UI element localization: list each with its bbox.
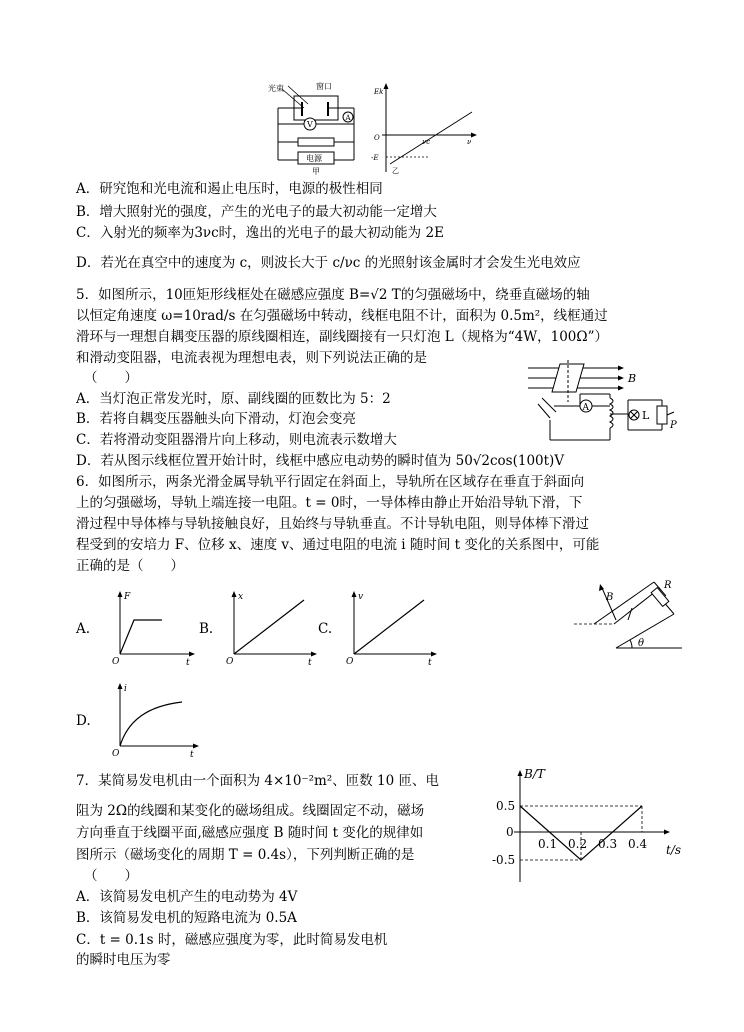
q6-stem-line: 上的匀强磁场，导轨上端连接一电阻。t = 0时，一导体棒由静止开始沿导轨下滑，下 xyxy=(76,495,583,511)
q7-bt-graph xyxy=(492,762,688,886)
q7-xlabel: t/s xyxy=(666,843,682,857)
q7-option-c-continued: 的瞬时电压为零 xyxy=(76,952,171,968)
q4-nuc-label: νc xyxy=(422,138,431,146)
q5-transformer-figure xyxy=(524,360,684,460)
q6-theta-label: θ xyxy=(638,638,645,649)
q5-option-c: C．若将滑动变阻器滑片向上移动，则电流表示数增大 xyxy=(76,432,397,448)
q5-option-d: D．若从图示线框位置开始计时，线框中感应电动势的瞬时值为 50√2cos(100t)V xyxy=(76,453,565,469)
q7-xtick: 0.3 xyxy=(598,837,618,851)
q4-negE-label: -E xyxy=(371,154,379,162)
q7-ytick: -0.5 xyxy=(492,853,516,867)
q6-R-label: R xyxy=(664,580,672,591)
q6-stem-line: 程受到的安培力 F、位移 x、速度 v、通过电阻的电流 i 随时间 t 变化的关系图中，可能 xyxy=(76,537,600,553)
q6-graph-c xyxy=(342,588,438,666)
q7-answer-bracket: （ ） xyxy=(84,868,138,884)
q7-xtick: 0.1 xyxy=(538,837,558,851)
q5-answer-bracket: （ ） xyxy=(84,370,138,386)
q4-circuit-figure xyxy=(268,80,372,176)
q7-xtick: 0.4 xyxy=(628,837,648,851)
q5-stem-line: 以恒定角速度 ω=10rad/s 在匀强磁场中转动，线框电阻不计，面积为 0.5m²，线框通过 xyxy=(76,308,608,324)
q7-option-a: A．该简易发电机产生的电动势为 4V xyxy=(76,889,298,905)
q6-choice-b-letter: B. xyxy=(199,621,214,637)
q4-label-jia: 甲 xyxy=(312,167,320,176)
q5-lamp-label: L xyxy=(642,409,650,422)
q4-power-label: 电源 xyxy=(306,154,322,163)
q6-B-label: B xyxy=(606,592,614,603)
q5-option-a: A．当灯泡正常发光时，原、副线圈的匝数比为 5：2 xyxy=(76,391,391,407)
q6-incline-figure xyxy=(570,580,690,652)
q7-ytick: 0 xyxy=(506,825,514,839)
q7-ylabel: B/T xyxy=(524,767,545,781)
q6-choice-d-letter: D. xyxy=(76,713,91,729)
q4-ammeter-label: A xyxy=(345,114,351,122)
q6-c-t-label: t xyxy=(428,658,432,666)
q7-option-c: C．t = 0.1s 时，磁感应强度为零，此时简易发电机 xyxy=(76,932,388,948)
q5-P-label: P xyxy=(670,420,677,431)
q6-d-t-label: t xyxy=(190,750,194,758)
q4-label-yi: 乙 xyxy=(392,167,399,175)
q4-nu-label: ν xyxy=(467,138,472,146)
q6-a-origin: O xyxy=(112,657,120,666)
q6-d-axis-label: i xyxy=(124,684,127,694)
q6-b-origin: O xyxy=(226,657,234,666)
q6-a-t-label: t xyxy=(186,658,190,666)
q7-option-b: B．该简易发电机的短路电流为 0.5A xyxy=(76,910,297,926)
q6-graph-b xyxy=(222,588,318,666)
q7-xtick: 0.2 xyxy=(568,837,588,851)
q4-energy-graph xyxy=(370,80,480,176)
q5-stem-line: 滑环与一理想自耦变压器的原线圈相连，副线圈接有一只灯泡 L（规格为“4W，100Ω”） xyxy=(76,329,608,345)
q5-B-label: B xyxy=(628,372,637,385)
q4-voltmeter-label: V xyxy=(307,120,313,129)
q4-option-c: C．入射光的频率为3νc时，逸出的光电子的最大初动能为 2E xyxy=(76,225,444,241)
q6-graph-d xyxy=(108,680,200,758)
q4-label-window: 窗口 xyxy=(316,82,332,91)
q5-stem-line: 和滑动变阻器，电流表视为理想电表，则下列说法正确的是 xyxy=(76,350,427,366)
q6-c-axis-label: v xyxy=(358,592,364,602)
q6-c-origin: O xyxy=(346,657,354,666)
q6-b-t-label: t xyxy=(308,658,312,666)
q6-a-axis-label: F xyxy=(124,592,131,602)
q7-stem-line: 方向垂直于线圈平面,磁感应强度 B 随时间 t 变化的规律如 xyxy=(76,825,424,841)
q6-b-axis-label: x xyxy=(238,592,244,602)
q5-option-b: B．若将自耦变压器触头向下滑动，灯泡会变亮 xyxy=(76,411,356,427)
q4-label-beam: 光束 xyxy=(268,84,284,93)
q6-stem-line: 6．如图所示，两条光滑金属导轨平行固定在斜面上，导轨所在区域存在垂直于斜面向 xyxy=(76,474,585,490)
q7-stem-line: 7．某简易发电机由一个面积为 4×10⁻²m²、匝数 10 匝、电 xyxy=(76,773,439,789)
q6-choice-c-letter: C. xyxy=(318,621,333,637)
q4-ek-label: Ek xyxy=(374,88,384,96)
q4-option-a: A．研究饱和光电流和遏止电压时，电源的极性相同 xyxy=(76,181,383,197)
q4-option-b: B．增大照射光的强度，产生的光电子的最大初动能一定增大 xyxy=(76,204,437,220)
q7-ytick: 0.5 xyxy=(496,799,516,813)
q4-origin-label: O xyxy=(374,134,380,142)
q5-stem-line: 5．如图所示，10匝矩形线框处在磁感应强度 B=√2 T的匀强磁场中，绕垂直磁场的轴 xyxy=(76,287,590,303)
q6-graph-a xyxy=(108,588,196,666)
q7-stem-line: 阻为 2Ω的线圈和某变化的磁场组成。线圈固定不动，磁场 xyxy=(76,803,425,819)
q5-ammeter-label: A xyxy=(582,403,589,413)
q6-stem-line: 滑过程中导体棒与导轨接触良好，且始终与导轨垂直。不计导轨电阻，则导体棒下滑过 xyxy=(76,516,589,532)
q6-stem-line: 正确的是（ ） xyxy=(76,558,184,574)
q6-choice-a-letter: A. xyxy=(76,621,91,637)
q7-stem-line: 图所示（磁场变化的周期 T = 0.4s），下列判断正确的是 xyxy=(76,847,415,863)
q4-option-d: D．若光在真空中的速度为 c，则波长大于 c/νc 的光照射该金属时才会发生光电效应 xyxy=(76,255,581,271)
q6-d-origin: O xyxy=(112,749,120,758)
